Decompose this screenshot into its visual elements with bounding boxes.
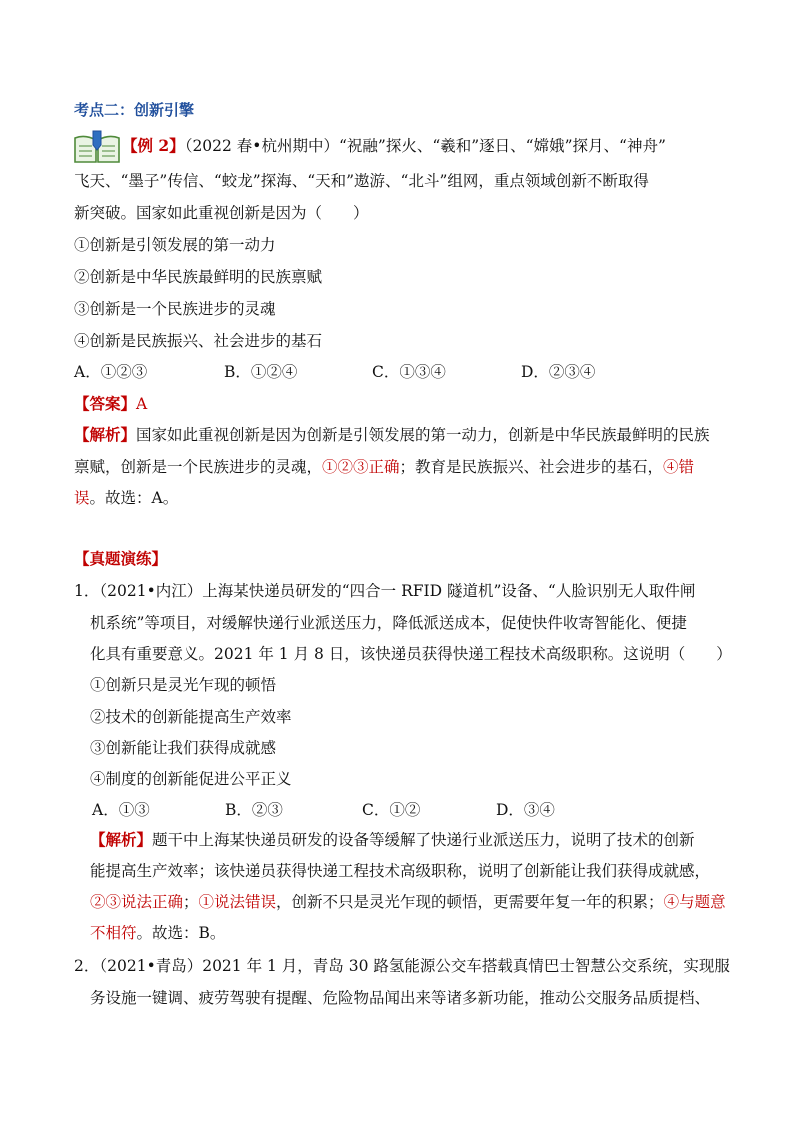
q1-analysis-line4 <box>90 922 225 944</box>
example-stem-text: “祝融”探火、“羲和”逐日、“嫦娥”探月、“神舟” <box>338 137 666 155</box>
q1-analysis-line3 <box>90 891 726 913</box>
q1-number: 1． <box>74 582 100 600</box>
example-source: （2022 春•杭州期中） <box>184 137 339 155</box>
example-item: ②创新是中华民族最鲜明的民族禀赋 <box>74 268 323 286</box>
analysis-label: 【解析】 <box>74 425 137 444</box>
example-tag: 【例 2】 <box>122 136 185 155</box>
q1-choice-c: C．①② <box>362 801 421 819</box>
q1-analysis-highlight: ①说法错误 <box>198 893 277 911</box>
analysis-text: 禀赋，创新是一个民族进步的灵魂， <box>74 458 323 476</box>
q1-line1 <box>74 580 695 602</box>
practice-title: 【真题演练】 <box>74 549 168 568</box>
q1-item: ③创新能让我们获得成就感 <box>90 739 277 757</box>
q1-analysis-text: 题干中上海某快递员研发的设备等缓解了快递行业派送压力，说明了技术的创新 <box>152 831 695 849</box>
section-title: 考点二：创新引擎 <box>74 101 195 119</box>
q1-line3: 化具有重要意义。2021 年 1 月 8 日，该快递员获得快递工程技术高级职称。这说明（ ） <box>90 645 732 663</box>
analysis-highlight: ④错 <box>663 458 695 476</box>
example-analysis-line3 <box>74 487 178 509</box>
q1-item: ②技术的创新能提高生产效率 <box>90 708 292 726</box>
example-stem-line3: 新突破。国家如此重视创新是因为（ ） <box>74 204 369 222</box>
example-choice-c: C．①③④ <box>372 363 446 381</box>
analysis-highlight: ①②③正确 <box>322 458 400 476</box>
q1-analysis-highlight: ②③说法正确 <box>90 893 184 911</box>
example-choice-d: D．②③④ <box>521 363 596 381</box>
example-item: ④创新是民族振兴、社会进步的基石 <box>74 332 323 350</box>
q1-analysis-label: 【解析】 <box>90 830 153 849</box>
example-analysis-line2 <box>74 456 694 478</box>
q1-analysis-text: ，创新不只是灵光乍现的顿悟，更需要年复一年的积累； <box>276 893 664 911</box>
example-item: ①创新是引领发展的第一动力 <box>74 236 276 254</box>
analysis-text: 。故选：A。 <box>89 489 179 507</box>
example-analysis-line1 <box>74 424 710 446</box>
q2-line2: 务设施一键调、疲劳驾驶有提醒、危险物品闻出来等诸多新功能，推动公交服务品质提档、 <box>90 989 711 1007</box>
q2-line1 <box>74 955 730 977</box>
answer-label: 【答案】 <box>74 394 137 413</box>
example-answer <box>74 393 147 415</box>
example-item: ③创新是一个民族进步的灵魂 <box>74 300 276 318</box>
q2-text: （2021•青岛）2021 年 1 月，青岛 30 路氢能源公交车搭载真情巴士智慧公交系统，实现服 <box>99 957 730 975</box>
q1-line2: 机系统”等项目，对缓解快递行业派送压力，降低派送成本，促使快件收寄智能化、便捷 <box>90 614 687 632</box>
q1-analysis-text: ； <box>183 893 199 911</box>
q1-choice-b: B．②③ <box>225 801 283 819</box>
analysis-text: ；教育是民族振兴、社会进步的基石， <box>399 458 664 476</box>
q1-item: ④制度的创新能促进公平正义 <box>90 770 292 788</box>
example-stem-line1 <box>122 135 666 157</box>
analysis-text: 国家如此重视创新是因为创新是引领发展的第一动力，创新是中华民族最鲜明的民族 <box>136 426 710 444</box>
q1-analysis-line2: 能提高生产效率；该快递员获得快递工程技术高级职称，说明了创新能让我们获得成就感， <box>90 862 711 880</box>
example-choice-b: B．①②④ <box>224 363 298 381</box>
q1-analysis-text: 。故选：B。 <box>136 924 226 942</box>
example-stem-line2: 飞天、“墨子”传信、“蛟龙”探海、“天和”遨游、“北斗”组网，重点领域创新不断取得 <box>74 172 649 190</box>
book-pen-icon <box>73 128 121 164</box>
q1-item: ①创新只是灵光乍现的顿悟 <box>90 676 277 694</box>
example-choice-a: A．①②③ <box>74 363 148 381</box>
q1-choice-a: A．①③ <box>92 801 150 819</box>
q1-text: （2021•内江）上海某快递员研发的“四合一 RFID 隧道机”设备、“人脸识别无人取件闸 <box>99 582 696 600</box>
analysis-highlight: 误 <box>74 489 90 507</box>
q1-analysis-highlight: ④与题意 <box>663 893 726 911</box>
q1-choice-d: D．③④ <box>496 801 555 819</box>
q1-analysis-line1 <box>90 829 695 851</box>
q1-analysis-highlight: 不相符 <box>90 924 137 942</box>
answer-value: A <box>136 395 148 413</box>
q2-number: 2． <box>74 957 100 975</box>
